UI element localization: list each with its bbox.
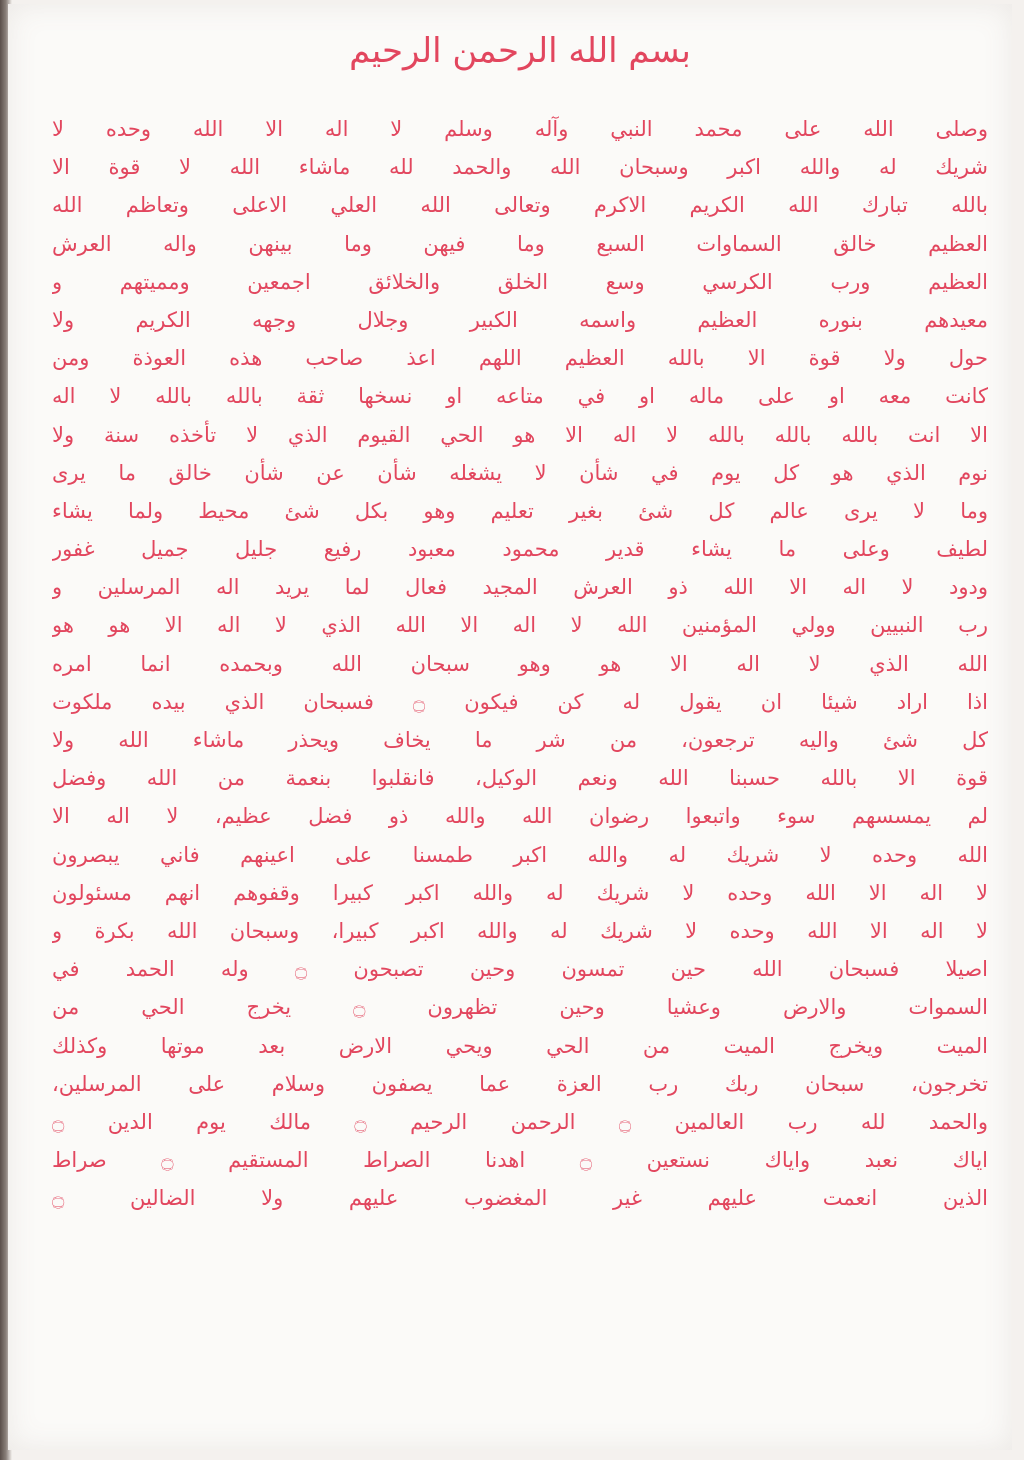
text-line: العظيم ورب الكرسي وسع الخلق والخلائق اجمعين ومميتهم و [52, 269, 988, 294]
text-line: شريك له والله اكبر وسبحان الله والحمد لله ماشاء الله لا قوة الا [52, 155, 988, 180]
paper-sheet [8, 4, 1012, 1450]
text-line: كانت معه او على ماله او في متاعه او نسخها ثقة بالله بالله لا اله [52, 384, 988, 409]
text-line: معيدهم بنوره العظيم واسمه الكبير وجلال وجهه الكريم ولا [52, 307, 988, 332]
text-line: اصيلا فسبحان الله حين تمسون وحين تصبحون ۝ وله الحمد في [52, 957, 988, 982]
basmala-heading: بسم الله الرحمن الرحيم [349, 31, 691, 71]
text-line: الله وحده لا شريك له والله اكبر طمسنا على اعينهم فاني يبصرون [52, 842, 988, 867]
text-line: تخرجون، سبحان ربك رب العزة عما يصفون وسلام على المرسلين، [52, 1071, 988, 1096]
text-line: الذين انعمت عليهم غير المغضوب عليهم ولا الضالين ۝ [52, 1186, 988, 1211]
text-line: بالله تبارك الله الكريم الاكرم وتعالى الله العلي الاعلى وتعاظم الله [52, 193, 988, 218]
text-line: اياك نعبد واياك نستعين ۝ اهدنا الصراط المستقيم ۝ صراط [52, 1148, 988, 1173]
text-line: الا انت بالله بالله بالله لا اله الا هو الحي القيوم الذي لا تأخذه سنة ولا [52, 422, 988, 447]
text-line: الميت ويخرج الميت من الحي ويحي الارض بعد موتها وكذلك [52, 1033, 988, 1058]
text-line: السموات والارض وعشيا وحين تظهرون ۝ يخرج الحي من [52, 995, 988, 1020]
text-line: قوة الا بالله حسبنا الله ونعم الوكيل، فانقلبوا بنعمة من الله وفضل [52, 766, 988, 791]
text-line: اذا اراد شيئا ان يقول له كن فيكون ۝ فسبحان الذي بيده ملكوت [52, 689, 988, 714]
text-line: العظيم خالق السماوات السبع وما فيهن وما بينهن واله العرش [52, 231, 988, 256]
text-line: الله الذي لا اله الا هو وهو سبحان الله وبحمده انما امره [52, 651, 988, 676]
text-line: لطيف وعلى ما يشاء قدير محمود معبود رفيع جليل جميل غفور [52, 537, 988, 562]
text-line: والحمد لله رب العالمين ۝ الرحمن الرحيم ۝ مالك يوم الدين ۝ [52, 1109, 988, 1134]
text-line: حول ولا قوة الا بالله العظيم اللهم اعذ صاحب هذه العوذة ومن [52, 346, 988, 371]
text-line: كل شئ واليه ترجعون، من شر ما يخاف ويحذر ماشاء الله ولا [52, 728, 988, 752]
text-line: وما لا يرى عالم كل شئ بغير تعليم وهو بكل شئ محيط ولما يشاء [52, 498, 988, 523]
text-lines [52, 110, 988, 1217]
text-line: لم يمسسهم سوء واتبعوا رضوان الله والله ذو فضل عظيم، لا اله الا [52, 804, 988, 829]
text-line: رب النبيين وولي المؤمنين الله لا اله الا الله الذي لا اله الا هو هو [52, 613, 988, 638]
text-line: ودود لا اله الا الله ذو العرش المجيد فعال لما يريد اله المرسلين و [52, 575, 988, 600]
handwritten-page [52, 22, 988, 1442]
text-line: لا اله الا الله وحده لا شريك له والله اكبر كبيرا وقفوهم انهم مسئولون [52, 880, 988, 905]
text-line: نوم الذي هو كل يوم في شأن لا يشغله شأن عن شأن خالق ما يرى [52, 460, 988, 485]
text-line: لا اله الا الله وحده لا شريك له والله اكبر كبيرا، وسبحان الله بكرة و [52, 918, 988, 943]
text-line: وصلى الله على محمد النبي وآله وسلم لا اله الا الله وحده لا [52, 117, 988, 141]
